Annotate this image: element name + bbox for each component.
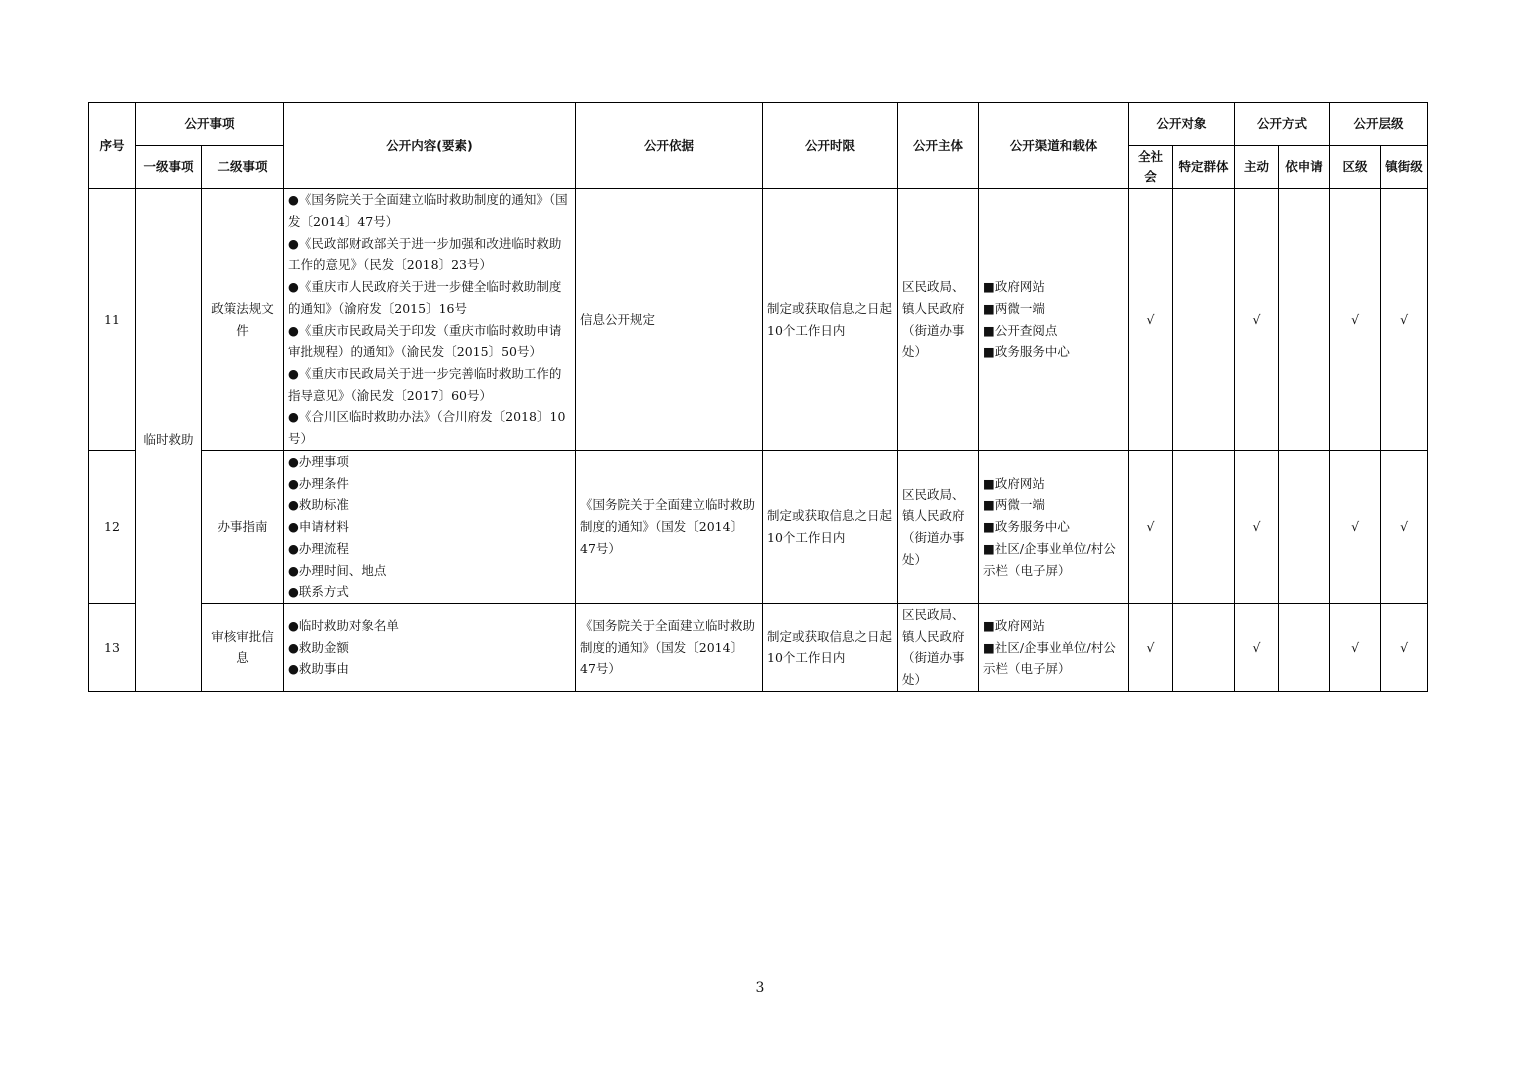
header-content: 公开内容(要素) xyxy=(284,103,576,189)
header-level1: 一级事项 xyxy=(136,146,202,189)
check-specific-group xyxy=(1173,604,1235,692)
check-all-society: √ xyxy=(1129,189,1173,451)
row-subject: 区民政局、镇人民政府（街道办事处） xyxy=(898,189,979,451)
channel-line: ■政府网站 xyxy=(983,475,1045,491)
header-target-specific: 特定群体 xyxy=(1173,146,1235,189)
header-seq: 序号 xyxy=(89,103,136,189)
row-basis: 《国务院关于全面建立临时救助制度的通知》（国发〔2014〕47号） xyxy=(576,604,763,692)
content-line: ●救助事由 xyxy=(288,661,349,677)
header-level-town: 镇街级 xyxy=(1381,146,1428,189)
content-line: ●办理事项 xyxy=(288,454,349,470)
check-town: √ xyxy=(1381,189,1428,451)
channel-line: ■公开查阅点 xyxy=(983,322,1058,338)
check-district: √ xyxy=(1330,189,1381,451)
check-town: √ xyxy=(1381,604,1428,692)
content-line: ●《重庆市民政局关于进一步完善临时救助工作的指导意见》（渝民发〔2017〕60号） xyxy=(288,365,562,403)
row-content xyxy=(284,451,576,604)
row-time-limit: 制定或获取信息之日起10个工作日内 xyxy=(763,604,898,692)
channel-line: ■两微一端 xyxy=(983,497,1045,513)
header-target: 公开对象 xyxy=(1129,103,1235,146)
content-line: ●联系方式 xyxy=(288,584,349,600)
page-number: 3 xyxy=(755,980,765,996)
check-on-request xyxy=(1279,604,1330,692)
row-content xyxy=(284,189,576,451)
check-on-request xyxy=(1279,189,1330,451)
table-row xyxy=(89,604,1428,692)
header-channel: 公开渠道和载体 xyxy=(979,103,1129,189)
row-level2: 审核审批信息 xyxy=(202,604,284,692)
header-level2: 二级事项 xyxy=(202,146,284,189)
content-line: ●办理流程 xyxy=(288,540,349,556)
channel-line: ■社区/企事业单位/村公示栏（电子屏） xyxy=(983,639,1116,677)
disclosure-table xyxy=(88,102,1428,692)
content-line: ●救助标准 xyxy=(288,497,349,513)
row-level2: 政策法规文件 xyxy=(202,189,284,451)
row-seq: 12 xyxy=(89,451,136,604)
header-method-active: 主动 xyxy=(1235,146,1279,189)
content-line: ●《重庆市人民政府关于进一步健全临时救助制度的通知》（渝府发〔2015〕16号 xyxy=(288,279,562,316)
check-district: √ xyxy=(1330,604,1381,692)
header-method: 公开方式 xyxy=(1235,103,1330,146)
content-line: ●《合川区临时救助办法》（合川府发〔2018〕10号） xyxy=(288,409,566,447)
row-channel xyxy=(979,451,1129,604)
check-all-society: √ xyxy=(1129,451,1173,604)
header-level: 公开层级 xyxy=(1330,103,1428,146)
content-line: ●申请材料 xyxy=(288,519,349,535)
content-line: ●《国务院关于全面建立临时救助制度的通知》（国发〔2014〕47号） xyxy=(288,192,568,229)
check-specific-group xyxy=(1173,189,1235,451)
table-row xyxy=(89,451,1428,604)
content-line: ●临时救助对象名单 xyxy=(288,617,399,633)
header-method-request: 依申请 xyxy=(1279,146,1330,189)
check-all-society: √ xyxy=(1129,604,1173,692)
check-active: √ xyxy=(1235,451,1279,604)
row-seq: 11 xyxy=(89,189,136,451)
check-district: √ xyxy=(1330,451,1381,604)
channel-line: ■政府网站 xyxy=(983,279,1045,295)
row-basis: 《国务院关于全面建立临时救助制度的通知》（国发〔2014〕47号） xyxy=(576,451,763,604)
row-basis: 信息公开规定 xyxy=(576,189,763,451)
row-subject: 区民政局、镇人民政府（街道办事处） xyxy=(898,604,979,692)
check-town: √ xyxy=(1381,451,1428,604)
header-basis: 公开依据 xyxy=(576,103,763,189)
content-line: ●办理时间、地点 xyxy=(288,562,387,578)
row-channel xyxy=(979,189,1129,451)
level1-item: 临时救助 xyxy=(136,189,202,692)
content-line: ●《民政部财政部关于进一步加强和改进临时救助工作的意见》（民发〔2018〕23号） xyxy=(288,235,562,273)
check-on-request xyxy=(1279,451,1330,604)
check-specific-group xyxy=(1173,451,1235,604)
channel-line: ■社区/企事业单位/村公示栏（电子屏） xyxy=(983,540,1116,578)
row-time-limit: 制定或获取信息之日起10个工作日内 xyxy=(763,451,898,604)
channel-line: ■两微一端 xyxy=(983,300,1045,316)
check-active: √ xyxy=(1235,604,1279,692)
content-line: ●救助金额 xyxy=(288,639,349,655)
channel-line: ■政务服务中心 xyxy=(983,519,1070,535)
header-subject: 公开主体 xyxy=(898,103,979,189)
table-row xyxy=(89,189,1428,451)
row-level2: 办事指南 xyxy=(202,451,284,604)
content-line: ●办理条件 xyxy=(288,475,349,491)
check-active: √ xyxy=(1235,189,1279,451)
header-items: 公开事项 xyxy=(136,103,284,146)
row-content xyxy=(284,604,576,692)
row-subject: 区民政局、镇人民政府（街道办事处） xyxy=(898,451,979,604)
channel-line: ■政务服务中心 xyxy=(983,344,1070,360)
header-level-district: 区级 xyxy=(1330,146,1381,189)
row-channel xyxy=(979,604,1129,692)
header-target-all: 全社会 xyxy=(1129,146,1173,189)
header-time-limit: 公开时限 xyxy=(763,103,898,189)
content-line: ●《重庆市民政局关于印发（重庆市临时救助申请审批规程）的通知》（渝民发〔2015〕50号） xyxy=(288,322,562,360)
row-time-limit: 制定或获取信息之日起10个工作日内 xyxy=(763,189,898,451)
row-seq: 13 xyxy=(89,604,136,692)
channel-line: ■政府网站 xyxy=(983,617,1045,633)
